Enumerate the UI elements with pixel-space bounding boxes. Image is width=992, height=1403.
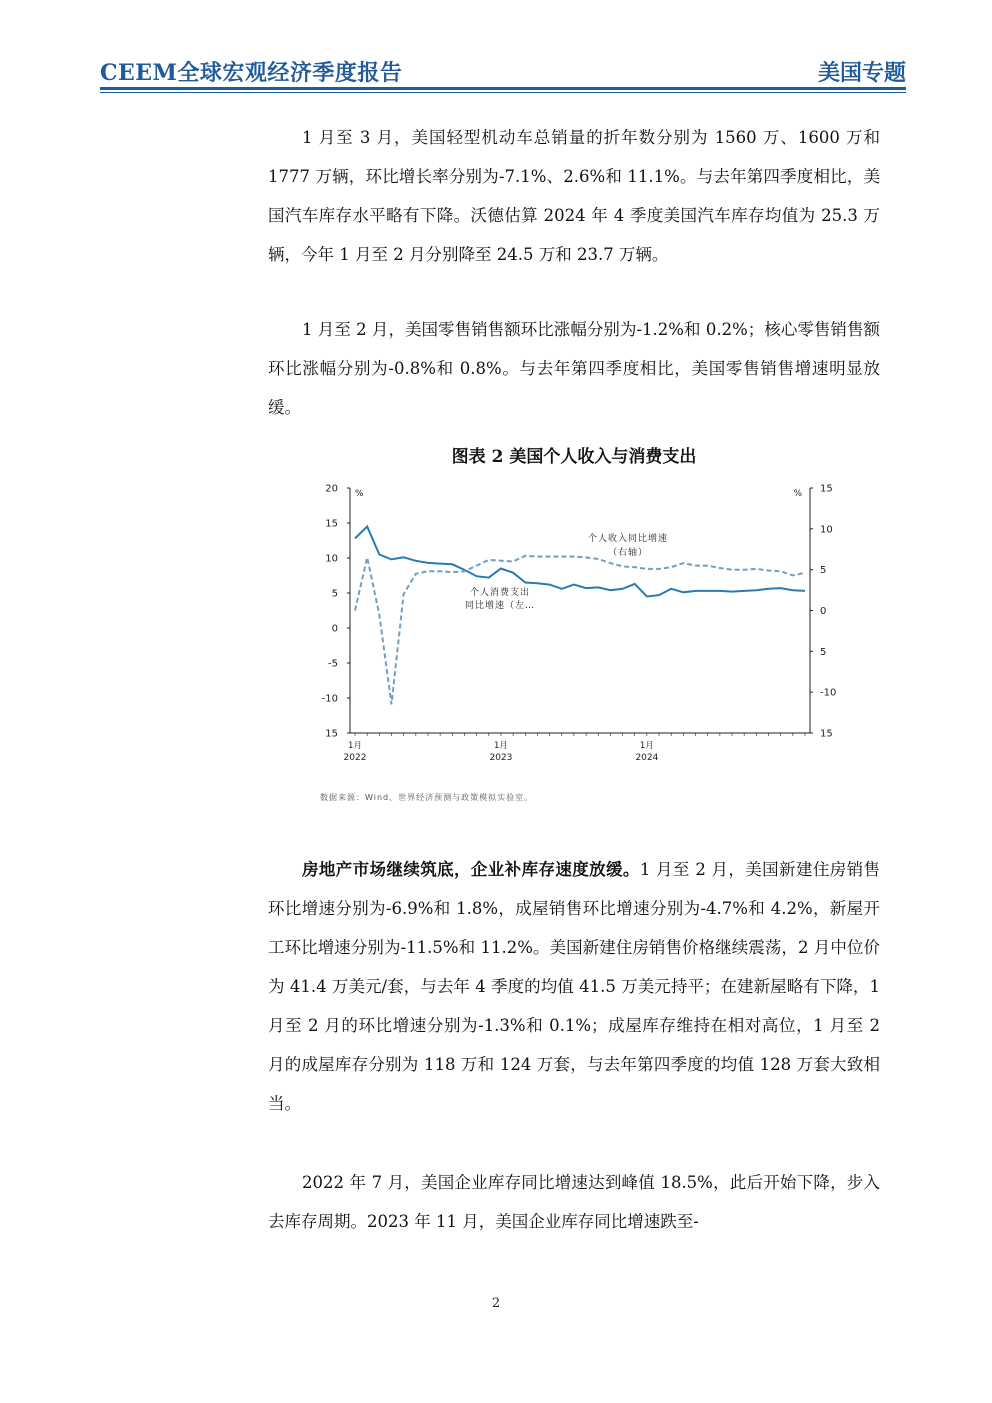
report-title: CEEM全球宏观经济季度报告 bbox=[100, 60, 403, 86]
x-tick-month-label: 1月 bbox=[493, 741, 508, 751]
left-tick-label: 5 bbox=[331, 588, 338, 600]
right-tick-label: 15 bbox=[820, 728, 833, 740]
left-tick-label: 15 bbox=[325, 728, 338, 740]
x-tick-month-label: 1月 bbox=[348, 741, 362, 751]
income-series-line bbox=[355, 556, 805, 705]
paragraph-housing-lead: 房地产市场继续筑底，企业补库存速度放缓。 bbox=[302, 860, 640, 879]
right-tick-label: -10 bbox=[820, 687, 837, 699]
figure-title: 图表 2 美国个人收入与消费支出 bbox=[451, 447, 697, 467]
header-rule-thick bbox=[100, 87, 906, 90]
left-axis-unit: % bbox=[355, 489, 364, 499]
consumption-series-line bbox=[355, 527, 805, 597]
right-tick-label: 0 bbox=[820, 606, 827, 617]
left-tick-label: 0 bbox=[331, 623, 338, 635]
page-header bbox=[100, 56, 906, 88]
consumption-series-label-line1: 个人消费支出 bbox=[469, 588, 531, 598]
paragraph-inventory: 2022 年 7 月，美国企业库存同比增速达到峰值 18.5%，此后开始下降，步入去库存周期。2023 年 11 月，美国企业库存同比增速跌至- bbox=[268, 1173, 880, 1231]
left-tick-label: 10 bbox=[325, 553, 338, 565]
income-series-label-line2: （右轴） bbox=[607, 548, 649, 558]
left-tick-label: 20 bbox=[325, 483, 338, 495]
income-consumption-chart bbox=[310, 476, 850, 781]
header-rule-thin bbox=[100, 92, 906, 93]
paragraph-housing-body: 1 月至 2 月，美国新建住房销售环比增速分别为-6.9%和 1.8%，成屋销售环比增速分别为-4.7%和 4.2%，新屋开工环比增速分别为-11.5%和 11.2%。美国新建住房销售价格继续震荡，2 月中位价为 41.4 万美元/套，与去年 4 季度的均值 41.5 万美元持平；在建新屋略有下降，1 月至 2 月的环比增速分别为-1.3%和 0.1%；成屋库存维持在相对高位，1 月至 2 月的成屋库存分别为 118 万和 124 万套，与去年第四季度的均值 128 万套大致相当。 bbox=[268, 860, 881, 1113]
right-tick-label: 5 bbox=[820, 565, 827, 577]
right-tick-label: 10 bbox=[820, 524, 833, 536]
left-tick-label: -10 bbox=[321, 693, 338, 705]
right-axis-unit: % bbox=[793, 489, 802, 499]
x-tick-year-label: 2023 bbox=[489, 753, 513, 763]
x-tick-month-label: 1月 bbox=[639, 741, 654, 751]
paragraph-retail-sales: 1 月至 2 月，美国零售销售额环比涨幅分别为-1.2%和 0.2%；核心零售销售额环比涨幅分别为-0.8%和 0.8%。与去年第四季度相比，美国零售销售增速明显放缓。 bbox=[268, 320, 880, 417]
figure-source: 数据来源：Wind、世界经济预测与政策模拟实验室。 bbox=[320, 793, 534, 802]
right-tick-label: 15 bbox=[820, 483, 833, 495]
paragraph-vehicle-sales: 1 月至 3 月，美国轻型机动车总销量的折年数分别为 1560 万、1600 万和 1777 万辆，环比增长率分别为-7.1%、2.6%和 11.1%。与去年第四季度相比，美国汽车库存水平略有下降。沃德估算 2024 年 4 季度美国汽车库存均值为 25.3 万辆，今年 1 月至 2 月分别降至 24.5 万和 23.7 万辆。 bbox=[268, 128, 880, 264]
x-tick-year-label: 2022 bbox=[343, 753, 367, 763]
paragraph-housing bbox=[268, 850, 880, 1123]
right-tick-label: 5 bbox=[820, 646, 827, 658]
page-number: 2 bbox=[491, 1296, 501, 1311]
left-tick-label: -5 bbox=[328, 658, 338, 670]
x-tick-year-label: 2024 bbox=[635, 753, 659, 763]
consumption-series-label-line2: 同比增速（左… bbox=[464, 601, 536, 611]
section-title: 美国专题 bbox=[817, 60, 906, 86]
left-tick-label: 15 bbox=[325, 518, 338, 530]
income-series-label-line1: 个人收入同比增速 bbox=[587, 534, 669, 544]
